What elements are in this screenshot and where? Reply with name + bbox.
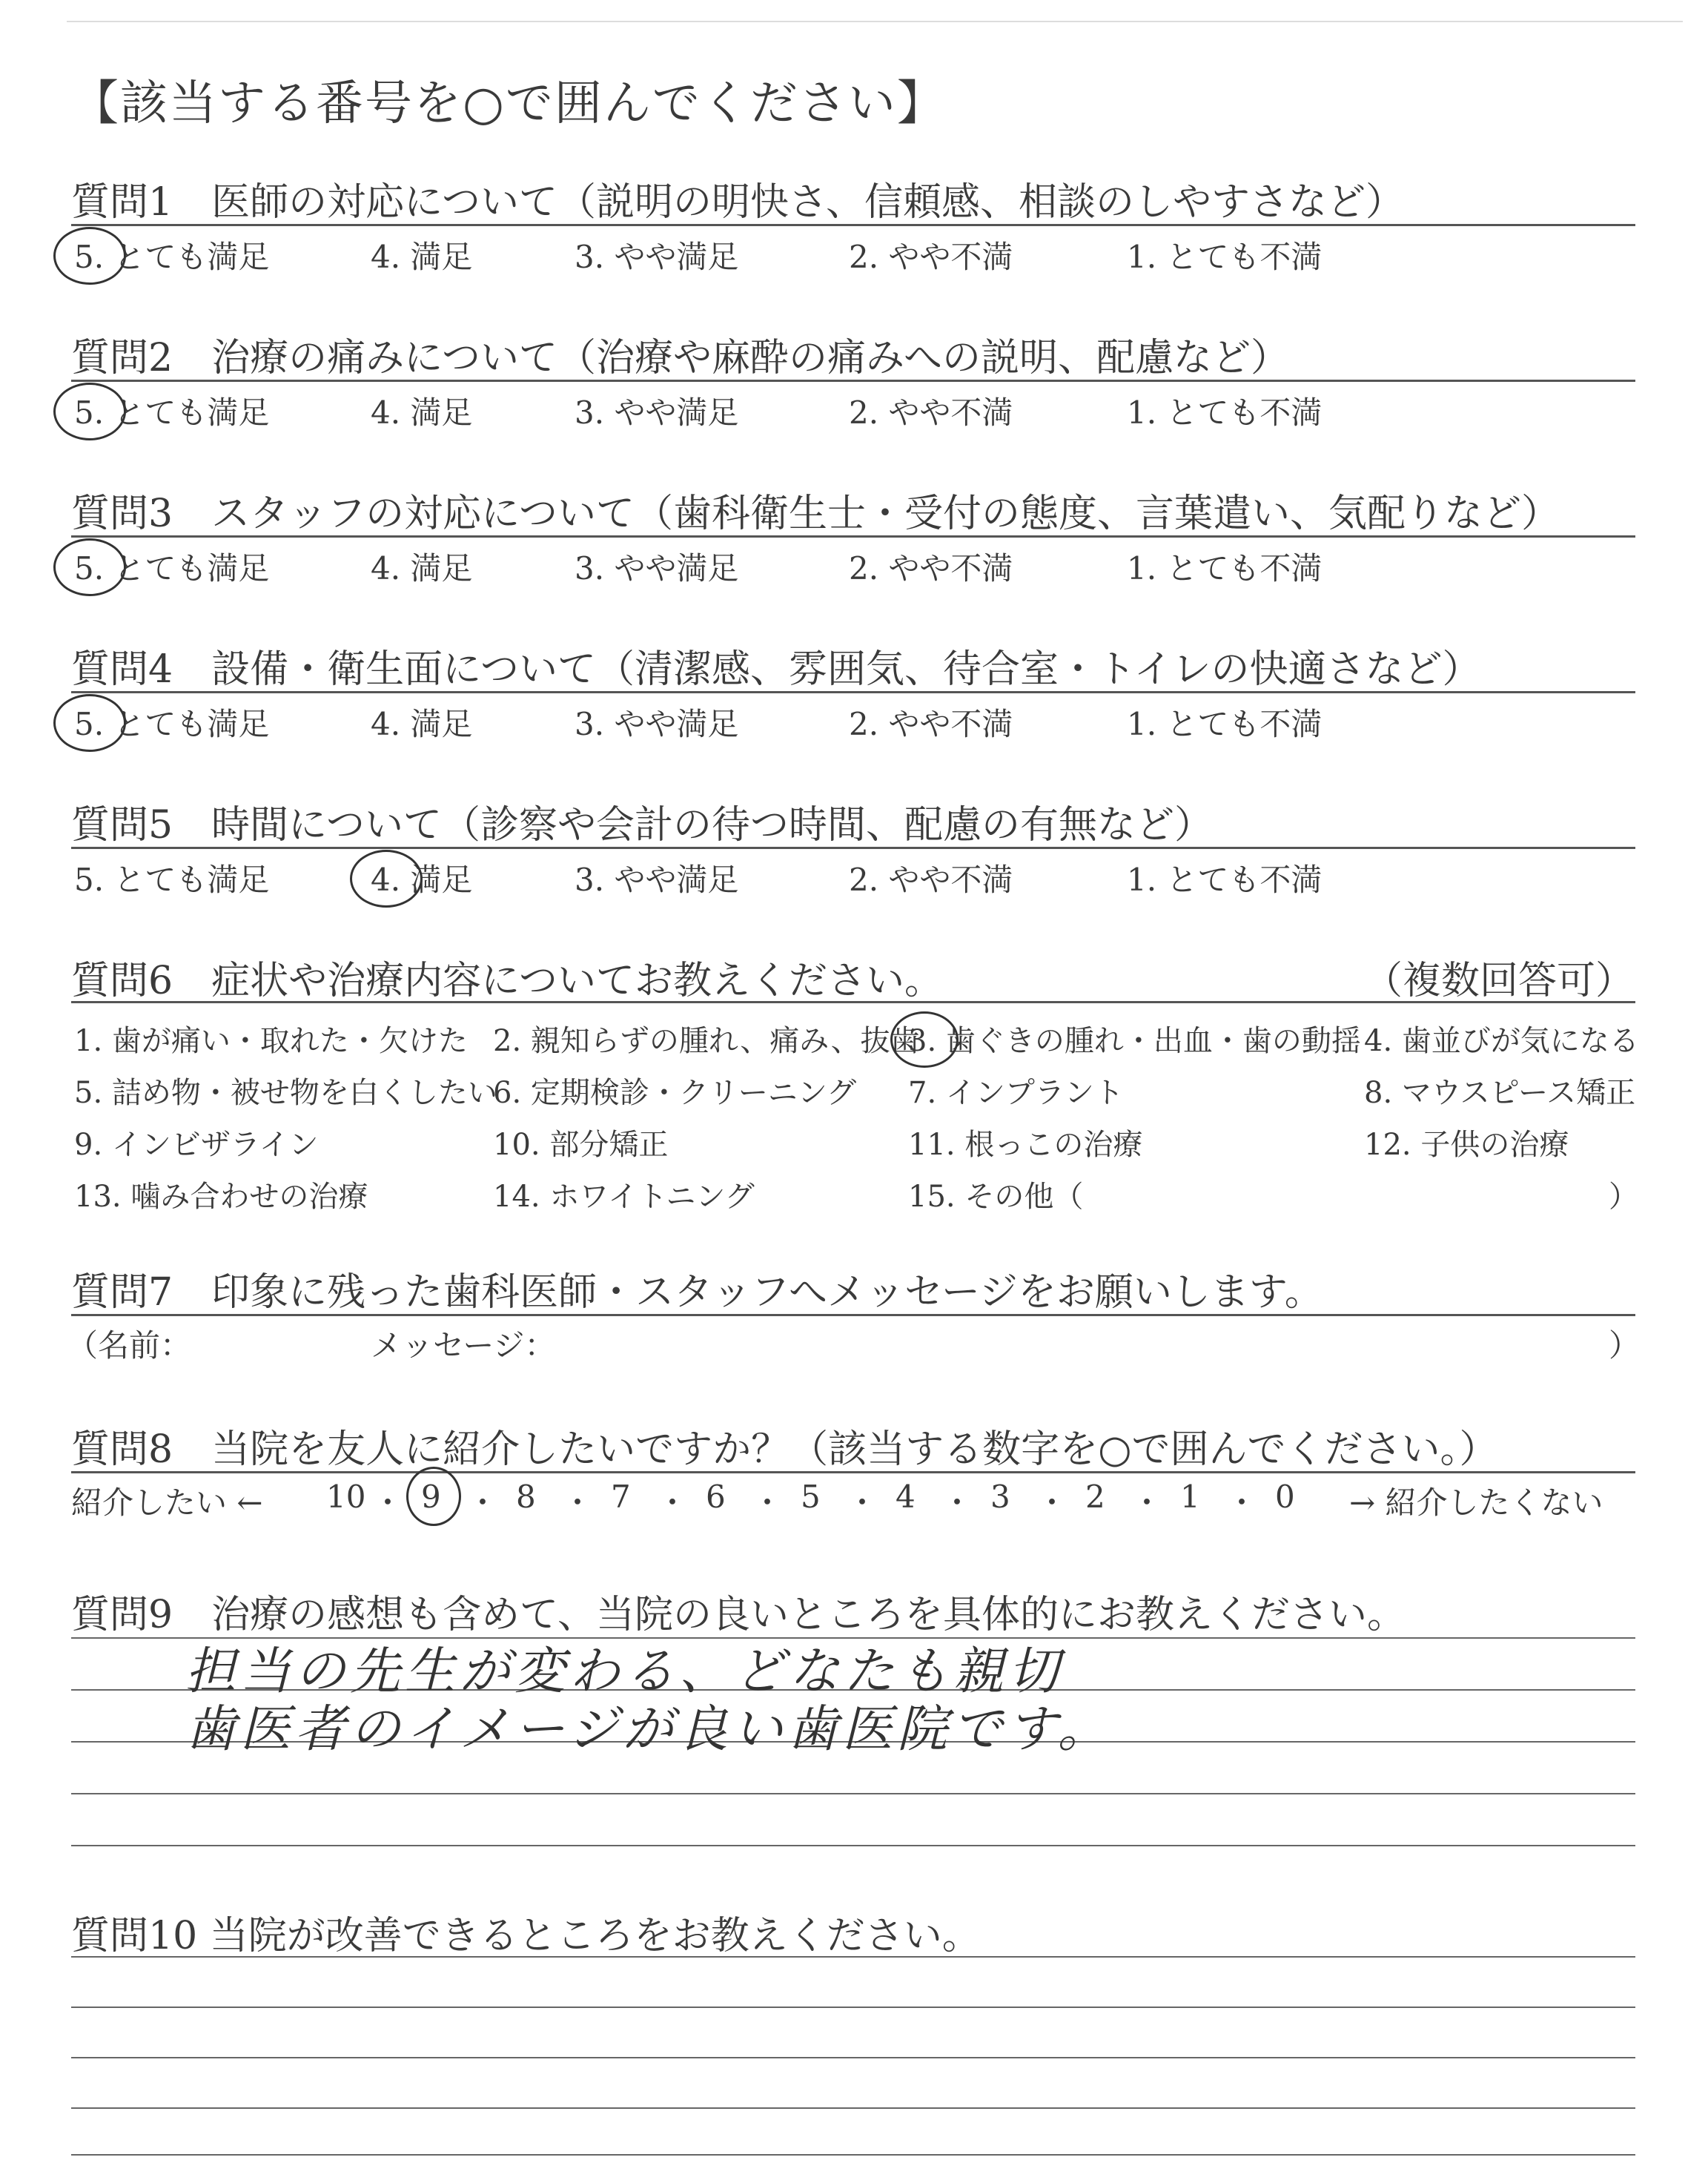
q1-option-4[interactable]: 4. 満足 xyxy=(371,239,473,275)
q3-selection-circle xyxy=(53,538,126,596)
q8-scale-4[interactable]: 4 xyxy=(896,1479,916,1515)
q8-scale-separator: ・ xyxy=(372,1484,404,1521)
q6-option-12[interactable]: 12. 子供の治療 xyxy=(1364,1128,1569,1162)
q5-option-3[interactable]: 3. やや満足 xyxy=(575,862,739,898)
q6-option-9[interactable]: 9. インビザライン xyxy=(74,1128,319,1162)
q5-option-2[interactable]: 2. やや不満 xyxy=(849,862,1013,898)
q7-message-label: メッセージ： xyxy=(371,1327,556,1364)
q8-scale-separator: ・ xyxy=(752,1484,784,1521)
q6-option-4[interactable]: 4. 歯並びが気になる xyxy=(1364,1024,1639,1058)
q6-option-2[interactable]: 2. 親知らずの腫れ、痛み、抜歯 xyxy=(493,1024,920,1058)
q9-line-5 xyxy=(71,1845,1635,1846)
q6-other-close: ） xyxy=(1609,1180,1638,1214)
q8-scale-6[interactable]: 6 xyxy=(706,1479,726,1515)
q6-option-6[interactable]: 6. 定期検診・クリーニング xyxy=(493,1076,857,1110)
q6-option-5[interactable]: 5. 詰め物・被せ物を白くしたい xyxy=(74,1076,497,1110)
q6-option-3[interactable]: 3. 歯ぐきの腫れ・出血・歯の動揺 xyxy=(908,1024,1361,1058)
q7-close: ） xyxy=(1609,1327,1641,1364)
q1-option-1[interactable]: 1. とても不満 xyxy=(1127,239,1323,275)
q2-heading: 質問2 治療の痛みについて（治療や麻酔の痛みへの説明、配慮など） xyxy=(71,336,1290,380)
q1-option-5[interactable]: 5. とても満足 xyxy=(74,239,270,275)
q8-scale-7[interactable]: 7 xyxy=(611,1479,631,1515)
q8-scale-separator: ・ xyxy=(1131,1484,1163,1521)
q5-option-5[interactable]: 5. とても満足 xyxy=(74,862,270,898)
q3-option-3[interactable]: 3. やや満足 xyxy=(575,550,739,587)
q5-heading: 質問5 時間について（診察や会計の待つ時間、配慮の有無など） xyxy=(71,803,1214,848)
q5-option-1[interactable]: 1. とても不満 xyxy=(1127,862,1323,898)
q6-option-14[interactable]: 14. ホワイトニング xyxy=(493,1180,755,1214)
q6-option-1[interactable]: 1. 歯が痛い・取れた・欠けた xyxy=(74,1024,468,1058)
q10-heading: 質問10 当院が改善できるところをお教えください。 xyxy=(71,1914,981,1958)
q10-line-1 xyxy=(71,1956,1635,1958)
q1-underline xyxy=(71,224,1635,226)
q5-option-4[interactable]: 4. 満足 xyxy=(371,862,473,898)
q6-option-11[interactable]: 11. 根っこの治療 xyxy=(908,1128,1143,1162)
q8-scale-0[interactable]: 0 xyxy=(1275,1479,1295,1515)
q6-heading: 質問6 症状や治療内容についてお教えください。 xyxy=(71,959,944,1003)
q4-option-3[interactable]: 3. やや満足 xyxy=(575,706,739,742)
q2-option-5[interactable]: 5. とても満足 xyxy=(74,394,270,431)
q6-note: （複数回答可） xyxy=(1364,959,1635,1003)
form-title: 【該当する番号を○で囲んでください】 xyxy=(71,76,946,131)
q8-scale-separator: ・ xyxy=(847,1484,878,1521)
q8-underline xyxy=(71,1471,1635,1473)
q8-heading: 質問8 当院を友人に紹介したいですか？（該当する数字を○で囲んでください。） xyxy=(71,1427,1498,1472)
q6-option-8[interactable]: 8. マウスピース矯正 xyxy=(1364,1076,1636,1110)
q8-left-label: 紹介したい ← xyxy=(71,1484,263,1521)
q9-answer-line-1: 担当の先生が変わる、どなたも親切 xyxy=(185,1642,1064,1701)
q9-answer-line-2: 歯医者のイメージが良い歯医院です。 xyxy=(185,1700,1113,1759)
q8-scale-separator: ・ xyxy=(562,1484,594,1521)
q1-option-2[interactable]: 2. やや不満 xyxy=(849,239,1013,275)
q6-option-10[interactable]: 10. 部分矯正 xyxy=(493,1128,669,1162)
q6-option-13[interactable]: 13. 噛み合わせの治療 xyxy=(74,1180,368,1214)
q2-selection-circle xyxy=(53,383,126,440)
q9-line-4 xyxy=(71,1793,1635,1794)
q8-scale-separator: ・ xyxy=(657,1484,689,1521)
q8-scale-2[interactable]: 2 xyxy=(1085,1479,1105,1515)
q6-underline xyxy=(71,1001,1635,1003)
q4-option-5[interactable]: 5. とても満足 xyxy=(74,706,270,742)
q8-right-label: → 紹介したくない xyxy=(1349,1484,1603,1521)
q8-scale-10[interactable]: 10 xyxy=(326,1479,366,1515)
q2-option-2[interactable]: 2. やや不満 xyxy=(849,394,1013,431)
q3-option-4[interactable]: 4. 満足 xyxy=(371,550,473,587)
q4-option-1[interactable]: 1. とても不満 xyxy=(1127,706,1323,742)
q8-scale-5[interactable]: 5 xyxy=(801,1479,821,1515)
q8-scale-8[interactable]: 8 xyxy=(516,1479,536,1515)
q6-option-15[interactable]: 15. その他（ xyxy=(908,1180,1084,1214)
q5-selection-circle xyxy=(350,850,423,908)
scan-edge xyxy=(67,21,1683,22)
q1-option-3[interactable]: 3. やや満足 xyxy=(575,239,739,275)
q1-selection-circle xyxy=(53,227,126,285)
q8-scale-3[interactable]: 3 xyxy=(990,1479,1010,1515)
q3-option-2[interactable]: 2. やや不満 xyxy=(849,550,1013,587)
q7-heading: 質問7 印象に残った歯科医師・スタッフへメッセージをお願いします。 xyxy=(71,1270,1323,1315)
q8-scale-separator: ・ xyxy=(1226,1484,1258,1521)
q3-underline xyxy=(71,535,1635,538)
q8-selection-circle xyxy=(406,1467,461,1526)
q3-option-5[interactable]: 5. とても満足 xyxy=(74,550,270,587)
q2-option-1[interactable]: 1. とても不満 xyxy=(1127,394,1323,431)
q1-heading: 質問1 医師の対応について（説明の明快さ、信頼感、相談のしやすさなど） xyxy=(71,180,1404,225)
q2-option-3[interactable]: 3. やや満足 xyxy=(575,394,739,431)
q3-heading: 質問3 スタッフの対応について（歯科衛生士・受付の態度、言葉遣い、気配りなど） xyxy=(71,492,1560,536)
q8-scale-1[interactable]: 1 xyxy=(1180,1479,1200,1515)
q9-heading: 質問9 治療の感想も含めて、当院の良いところを具体的にお教えください。 xyxy=(71,1593,1406,1637)
q4-selection-circle xyxy=(53,694,126,752)
q6-option-7[interactable]: 7. インプラント xyxy=(908,1076,1124,1110)
q5-underline xyxy=(71,847,1635,849)
q8-scale-separator: ・ xyxy=(467,1484,499,1521)
q10-line-4 xyxy=(71,2107,1635,2109)
q2-option-4[interactable]: 4. 満足 xyxy=(371,394,473,431)
q4-option-2[interactable]: 2. やや不満 xyxy=(849,706,1013,742)
q2-underline xyxy=(71,380,1635,382)
q4-option-4[interactable]: 4. 満足 xyxy=(371,706,473,742)
q3-option-1[interactable]: 1. とても不満 xyxy=(1127,550,1323,587)
q6-selection-circle xyxy=(890,1011,959,1068)
q7-underline xyxy=(71,1314,1635,1316)
q10-line-2 xyxy=(71,2007,1635,2008)
q10-line-3 xyxy=(71,2057,1635,2058)
q4-underline xyxy=(71,691,1635,693)
q7-name-label: （名前： xyxy=(67,1327,192,1364)
q8-scale-separator: ・ xyxy=(1036,1484,1068,1521)
q4-heading: 質問4 設備・衛生面について（清潔感、雰囲気、待合室・トイレの快適さなど） xyxy=(71,647,1481,692)
q10-line-5 xyxy=(71,2154,1635,2156)
q8-scale-separator: ・ xyxy=(941,1484,973,1521)
q8-scale-9[interactable]: 9 xyxy=(421,1479,441,1515)
